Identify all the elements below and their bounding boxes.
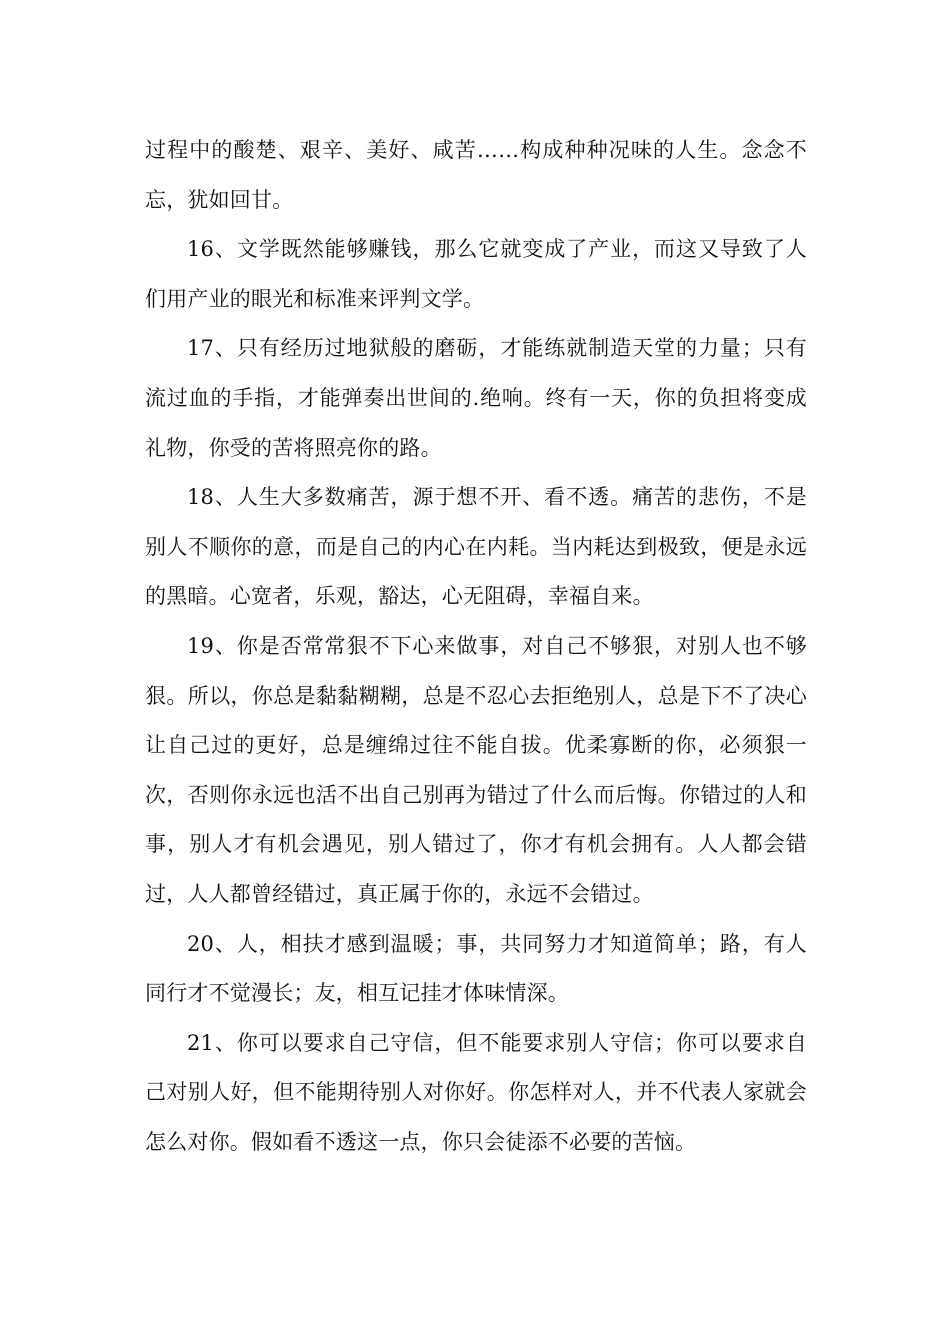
paragraph-18: 18、人生大多数痛苦，源于想不开、看不透。痛苦的悲伤，不是别人不顺你的意，而是自己的内心在内耗。当内耗达到极致，便是永远的黑暗。心宽者，乐观，豁达，心无阻碍，幸福自来。 bbox=[145, 485, 807, 609]
paragraph-19: 19、你是否常常狠不下心来做事，对自己不够狠，对别人也不够狠。所以，你总是黏黏糊糊，总是不忍心去拒绝别人，总是下不了决心让自己过的更好，总是缠绵过往不能自拔。优柔寡断的你，必须狠一次，否则你永远也活不出自己别再为错过了什么而后悔。你错过的人和事，别人才有机会遇见，别人错过了，你才有机会拥有。人人都会错过，人人都曾经错过，真正属于你的，永远不会错过。 bbox=[145, 633, 807, 906]
paragraph-17: 17、只有经历过地狱般的磨砺，才能练就制造天堂的力量；只有流过血的手指，才能弹奏出世间的.绝响。终有一天，你的负担将变成礼物，你受的苦将照亮你的路。 bbox=[145, 336, 807, 460]
document-body bbox=[145, 126, 807, 1167]
paragraph-21: 21、你可以要求自己守信，但不能要求别人守信；你可以要求自己对别人好，但不能期待别人对你好。你怎样对人，并不代表人家就会怎么对你。假如看不透这一点，你只会徒添不必要的苦恼。 bbox=[145, 1030, 807, 1154]
paragraph-16: 16、文学既然能够赚钱，那么它就变成了产业，而这又导致了人们用产业的眼光和标准来评判文学。 bbox=[145, 237, 807, 311]
paragraph-continuation: 过程中的酸楚、艰辛、美好、咸苦……构成种种况味的人生。念念不忘，犹如回甘。 bbox=[145, 138, 807, 212]
paragraph-20: 20、人，相扶才感到温暖；事，共同努力才知道简单；路，有人同行才不觉漫长；友，相互记挂才体味情深。 bbox=[145, 931, 807, 1006]
